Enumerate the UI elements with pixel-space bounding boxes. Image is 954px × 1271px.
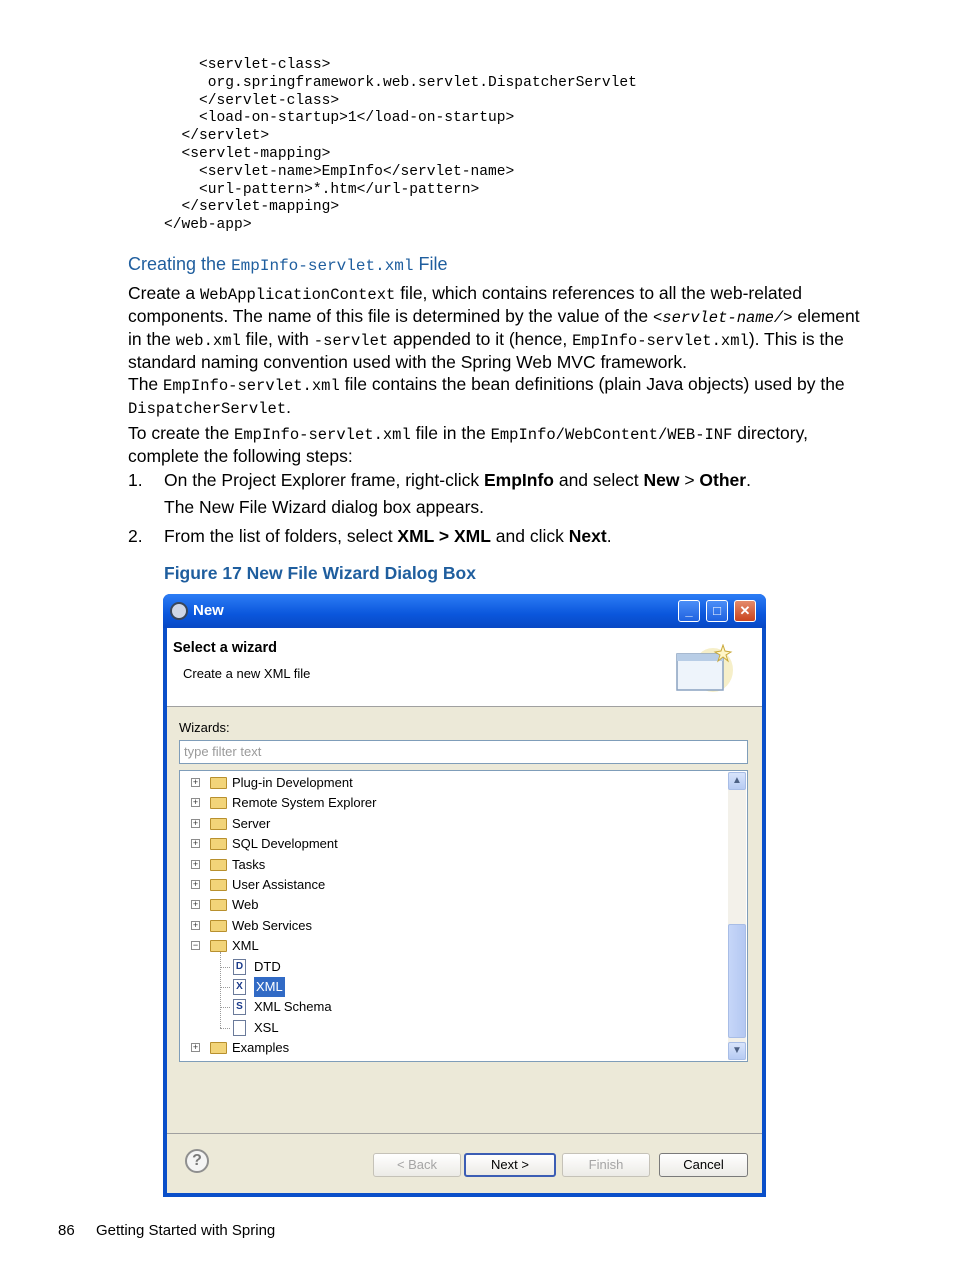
expand-icon[interactable]: + xyxy=(192,817,199,828)
step-1-result: The New File Wizard dialog box appears. xyxy=(164,497,485,517)
wizard-file-icon: D xyxy=(233,959,246,975)
expand-icon[interactable]: + xyxy=(192,858,199,869)
cancel-button[interactable]: Cancel xyxy=(659,1153,748,1177)
expand-icon[interactable]: + xyxy=(192,1042,199,1053)
section-heading: Creating the EmpInfo-servlet.xml File xyxy=(128,254,448,275)
folder-icon xyxy=(210,818,227,830)
tree-item-label: SQL Development xyxy=(232,836,338,852)
code-line: <load-on-startup>1</load-on-startup> xyxy=(164,110,515,127)
tree-item-label: Plug-in Development xyxy=(232,775,353,790)
eclipse-icon xyxy=(170,602,188,620)
tree-item[interactable] xyxy=(180,997,725,1017)
folder-icon xyxy=(210,940,227,952)
next-button[interactable]: Next > xyxy=(464,1153,556,1177)
help-icon[interactable]: ? xyxy=(185,1149,209,1173)
tree-scrollbar[interactable] xyxy=(728,772,746,1060)
tree-item-label: XML Schema xyxy=(254,999,332,1015)
new-wizard-dialog xyxy=(163,594,766,1197)
tree-item-label: XSL xyxy=(254,1019,279,1035)
code-block xyxy=(164,57,637,235)
tree-item-label: Examples xyxy=(232,1040,290,1056)
step-2-number: 2. xyxy=(128,526,143,546)
code-line: <servlet-name>EmpInfo</servlet-name> xyxy=(164,163,515,180)
tree-item-label: DTD xyxy=(254,958,281,974)
wizard-banner-icon xyxy=(675,644,733,694)
expand-icon[interactable]: + xyxy=(192,899,199,910)
tree-item-label: Tasks xyxy=(232,856,266,872)
tree-item[interactable] xyxy=(180,977,725,997)
tree-item-label: Web xyxy=(232,897,259,913)
figure-caption: Figure 17 New File Wizard Dialog Box xyxy=(164,563,476,583)
tree-item[interactable] xyxy=(180,916,725,936)
dialog-title: New xyxy=(193,602,224,619)
tree-item-label: User Assistance xyxy=(232,877,326,892)
code-line: <servlet-mapping> xyxy=(164,145,331,162)
tree-connector xyxy=(220,987,230,988)
code-line: <servlet-class> xyxy=(164,57,331,73)
tree-item-label: XML xyxy=(254,977,285,997)
tree-item-label: Server xyxy=(232,815,271,831)
step-2-text: From the list of folders, select XML > XML and click Next. xyxy=(164,526,612,546)
folder-icon xyxy=(210,879,227,891)
folder-icon xyxy=(210,1042,227,1054)
tree-item[interactable] xyxy=(180,957,725,977)
paragraph-2: The EmpInfo-servlet.xml file contains the bean definitions (plain Java objects) used by the DispatcherServlet. xyxy=(128,374,845,418)
tree-item[interactable] xyxy=(180,793,725,813)
tree-item-label: Remote System Explorer xyxy=(232,795,377,811)
tree-item[interactable] xyxy=(180,1038,725,1058)
folder-icon xyxy=(210,777,227,789)
footer-title: Getting Started with Spring xyxy=(96,1222,276,1239)
back-button[interactable]: < Back xyxy=(373,1153,461,1177)
tree-item[interactable] xyxy=(180,895,725,915)
wizard-file-icon: X xyxy=(233,979,246,995)
step-1-text: On the Project Explorer frame, right-click EmpInfo and select New > Other. xyxy=(164,470,751,490)
code-line: </servlet-mapping> xyxy=(164,199,340,216)
expand-icon[interactable]: + xyxy=(192,919,199,930)
tree-item[interactable] xyxy=(180,814,725,834)
wizard-file-icon: S xyxy=(233,999,246,1015)
code-line: org.springframework.web.servlet.DispatcherServlet xyxy=(164,74,637,91)
folder-icon xyxy=(210,859,227,871)
close-button[interactable]: ✕ xyxy=(734,600,756,622)
wizard-file-icon xyxy=(233,1020,246,1036)
header-subtitle: Create a new XML file xyxy=(183,666,311,681)
folder-icon xyxy=(210,797,227,809)
paragraph-3: To create the EmpInfo-servlet.xml file in the EmpInfo/WebContent/WEB-INF directory, complete the following steps: xyxy=(128,423,808,466)
filter-input[interactable]: type filter text xyxy=(179,740,748,764)
expand-icon[interactable]: + xyxy=(192,797,199,808)
minimize-button[interactable]: _ xyxy=(678,600,700,622)
tree-item-label: XML xyxy=(232,938,259,954)
code-line: </web-app> xyxy=(164,217,252,234)
button-bar-separator xyxy=(167,1133,762,1134)
scroll-thumb[interactable] xyxy=(728,924,746,1038)
wizards-label: Wizards: xyxy=(179,720,230,735)
expand-icon[interactable]: + xyxy=(192,777,199,787)
tree-connector xyxy=(220,952,221,1028)
tree-item[interactable] xyxy=(180,875,725,895)
maximize-button[interactable]: □ xyxy=(706,600,728,622)
tree-item[interactable] xyxy=(180,1018,725,1038)
tree-connector xyxy=(220,1028,230,1029)
code-line: </servlet-class> xyxy=(164,92,340,109)
step-1-number: 1. xyxy=(128,470,143,490)
expand-icon[interactable]: + xyxy=(192,838,199,849)
collapse-icon[interactable]: − xyxy=(192,940,199,951)
folder-icon xyxy=(210,920,227,932)
tree-item-label: Web Services xyxy=(232,917,312,933)
folder-icon xyxy=(210,838,227,850)
tree-item[interactable] xyxy=(180,855,725,875)
wizard-header xyxy=(167,628,762,707)
tree-connector xyxy=(220,967,230,968)
folder-icon xyxy=(210,899,227,911)
finish-button[interactable]: Finish xyxy=(562,1153,650,1177)
page-number: 86 xyxy=(58,1222,75,1239)
tree-item[interactable] xyxy=(180,773,725,793)
tree-item[interactable] xyxy=(180,834,725,854)
dialog-client xyxy=(167,628,762,1193)
wizard-tree[interactable] xyxy=(179,770,748,1062)
scroll-up-arrow-icon[interactable]: ▲ xyxy=(728,772,746,790)
code-line: <url-pattern>*.htm</url-pattern> xyxy=(164,181,480,198)
tree-connector xyxy=(220,1007,230,1008)
header-title: Select a wizard xyxy=(173,640,277,656)
scroll-down-arrow-icon[interactable]: ▼ xyxy=(728,1042,746,1060)
expand-icon[interactable]: + xyxy=(192,879,199,889)
tree-item[interactable] xyxy=(180,936,725,956)
paragraph-1: Create a WebApplicationContext file, which contains references to all the web-related components. The name of this file is determined by the value of the <servlet-name/> element in the web.xml file, with -servlet appended to it (hence, EmpInfo-servlet.xml). This is the standard naming convention used with the Spring Web MVC framework. xyxy=(128,283,860,372)
dialog-titlebar[interactable] xyxy=(163,594,766,628)
code-line: </servlet> xyxy=(164,128,270,145)
